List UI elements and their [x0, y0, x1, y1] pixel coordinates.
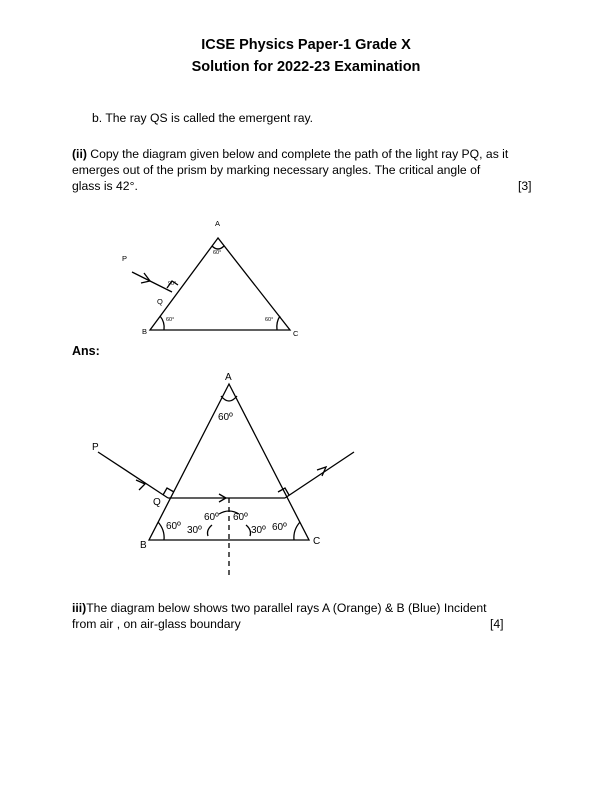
part-b-answer: b. The ray QS is called the emergent ray. [92, 111, 314, 125]
answer-angle-b-label: 60º [166, 521, 181, 532]
answer-vertex-c: C [313, 536, 321, 547]
question-angle-c-label: 60° [265, 317, 274, 323]
question-iii-marks: [4] [490, 617, 504, 631]
question-iii-label: iii) [72, 601, 87, 615]
answer-vertex-b: B [140, 540, 147, 551]
document-title-line2: Solution for 2022-23 Examination [191, 59, 421, 75]
question-ii-label: (ii) [72, 147, 87, 161]
question-vertex-b: B [142, 327, 148, 336]
question-angle-a-label: 60° [213, 250, 222, 256]
answer-angle-30-left-label: 30º [187, 525, 202, 536]
answer-angle-a-arc [221, 396, 237, 401]
document-title-line1: ICSE Physics Paper-1 Grade X [201, 37, 411, 53]
question-angle-q-label: 90° [168, 281, 177, 287]
question-ii-line1-text: Copy the diagram given below and complete the path of the light ray PQ, as it [86, 147, 509, 161]
question-vertex-a: A [215, 219, 221, 228]
answer-angle-b-arc [158, 522, 164, 540]
question-ii-marks: [3] [518, 179, 532, 193]
question-vertex-c: C [293, 329, 299, 338]
answer-vertex-a: A [225, 372, 232, 383]
answer-label: Ans: [72, 344, 100, 358]
question-ii-line3: glass is 42°. [72, 179, 138, 193]
answer-emergent-arrowhead [317, 467, 326, 476]
question-angle-b-label: 60° [166, 317, 175, 323]
answer-angle-a-label: 60º [218, 412, 233, 423]
answer-emergent-ray [285, 452, 354, 498]
answer-angle-30-right-label: 30º [251, 525, 266, 536]
answer-angle-30-left-arc [208, 525, 213, 536]
answer-incident-ray [98, 452, 168, 498]
answer-angle-60-right-normal-label: 60º [233, 512, 248, 523]
answer-angle-c-label: 60º [272, 522, 287, 533]
question-point-q: Q [157, 297, 163, 306]
answer-angle-60-left-normal-label: 60º [204, 512, 219, 523]
question-iii-line1 [72, 600, 487, 616]
question-iii-line1-text: The diagram below shows two parallel rays A (Orange) & B (Blue) Incident [86, 601, 487, 615]
answer-point-q: Q [153, 497, 161, 508]
question-ii-line2: emerges out of the prism by marking necessary angles. The critical angle of [72, 163, 481, 177]
question-point-p: P [122, 254, 128, 263]
answer-angle-c-arc [294, 522, 300, 540]
answer-point-p: P [92, 442, 99, 453]
answer-angle-30-right-arc [246, 525, 251, 536]
question-iii-line2: from air , on air-glass boundary [72, 617, 241, 631]
